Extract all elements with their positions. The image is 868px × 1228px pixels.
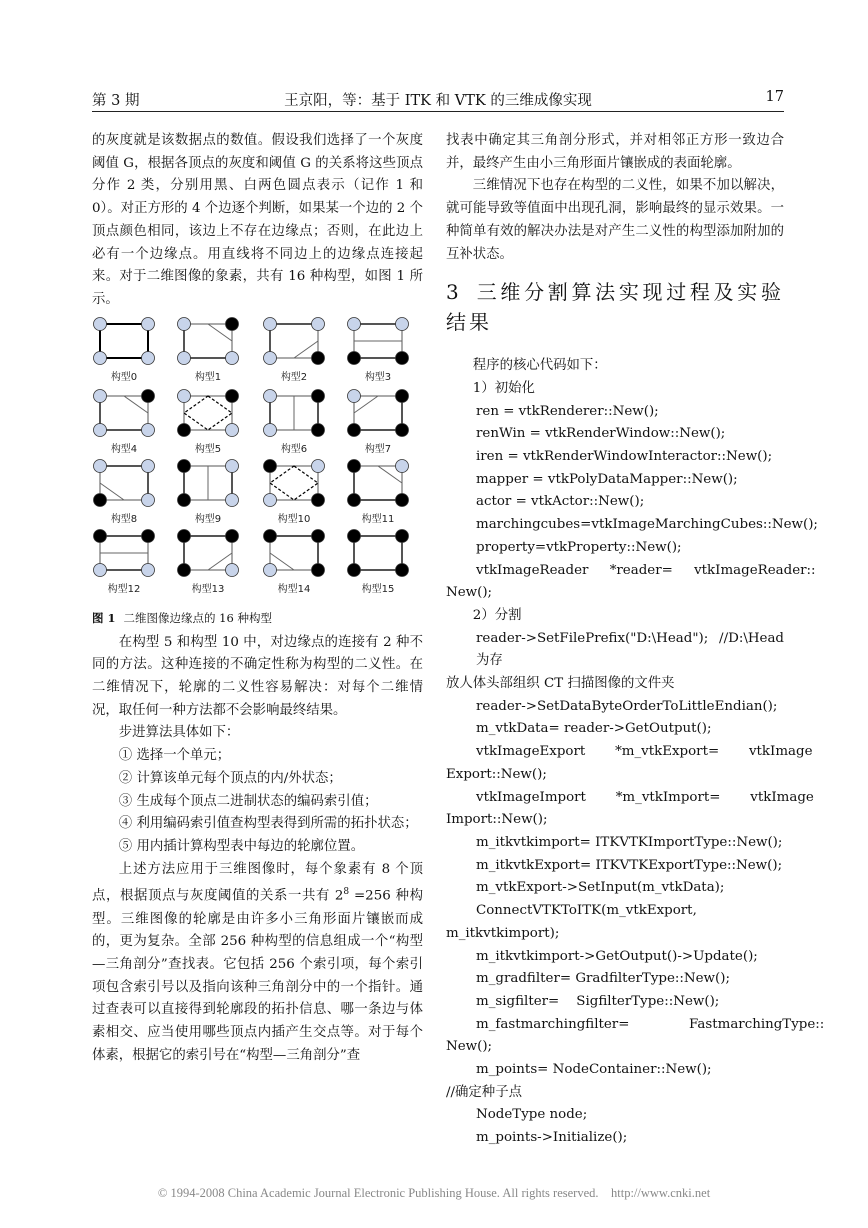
white-vertex — [94, 563, 107, 576]
white-vertex — [226, 423, 239, 436]
ambiguous-contour — [270, 466, 318, 500]
white-vertex — [94, 459, 107, 472]
black-vertex — [348, 423, 361, 436]
black-vertex — [312, 389, 325, 402]
code-line: m_itkvtkExport= ITKVTKExportType::New(); — [476, 857, 783, 873]
paragraph: 步进算法具体如下： — [118, 725, 240, 741]
black-vertex — [348, 493, 361, 506]
black-vertex — [178, 493, 191, 506]
step-heading: 2）分割 — [472, 607, 522, 623]
white-vertex — [94, 423, 107, 436]
black-vertex — [142, 529, 155, 542]
white-vertex — [142, 317, 155, 330]
configurations-diagram — [92, 316, 423, 606]
code-line: m_gradfilter= GradfilterType::New(); — [476, 971, 730, 987]
black-vertex — [396, 423, 409, 436]
white-vertex — [226, 351, 239, 364]
step-item: ④ 利用编码索引值查构型表得到所需的拓扑状态； — [118, 816, 418, 832]
black-vertex — [312, 563, 325, 576]
black-vertex — [348, 459, 361, 472]
configuration-label: 构型7 — [364, 443, 392, 455]
white-vertex — [178, 389, 191, 402]
code-line: vtkImageExport *m_vtkExport= vtkImage — [476, 744, 813, 760]
white-vertex — [396, 317, 409, 330]
black-vertex — [264, 459, 277, 472]
black-vertex — [226, 529, 239, 542]
black-vertex — [312, 351, 325, 364]
step-item: ⑤ 用内插计算构型表中每边的轮廓位置。 — [118, 838, 365, 854]
copyright-footer: © 1994-2008 China Academic Journal Electronic Publishing House. All rights reserved. http://www.cnki.net — [157, 1186, 711, 1200]
configuration-label: 构型0 — [110, 371, 138, 383]
code-line: reader->SetFilePrefix("D:\Head"); //D:\Head 为存 — [476, 630, 784, 669]
code-line: mapper = vtkPolyDataMapper::New(); — [476, 471, 738, 487]
configuration-label: 构型10 — [277, 513, 311, 525]
black-vertex — [94, 529, 107, 542]
white-vertex — [94, 351, 107, 364]
code-line: m_itkvtkimport); — [446, 925, 560, 941]
black-vertex — [396, 389, 409, 402]
black-vertex — [348, 351, 361, 364]
code-line: m_itkvtkimport->GetOutput()->Update(); — [476, 948, 758, 964]
white-vertex — [178, 317, 191, 330]
code-line: Export::New(); — [446, 766, 547, 782]
text-part: =256 种构型。三维图像的轮廓是由许多小三角形面片镶嵌而成的，更为复杂。全部 256 种构型的信息组成一个“构型—三角剖分”查找表。它包括 256 个索引项，每个索引项包含索引号以及指向该种三角剖分中的一个指针。通过查表可以直接得到轮廓段的拓扑信息、哪一条边与体素相交、应当使用哪些顶点内插产生交点等。对于每个体素，根据它的索引号在“构型—三角剖分”查 — [92, 888, 423, 1063]
black-vertex — [396, 493, 409, 506]
code-line: m_points= NodeContainer::New(); — [476, 1062, 712, 1078]
left-column — [92, 130, 423, 1067]
code-line: m_fastmarchingfilter= FastmarchingType:: — [476, 1016, 825, 1032]
black-vertex — [312, 493, 325, 506]
white-vertex — [264, 423, 277, 436]
white-vertex — [178, 351, 191, 364]
ambiguous-contour — [184, 396, 232, 430]
configuration-label: 构型11 — [361, 513, 395, 525]
black-vertex — [348, 529, 361, 542]
white-vertex — [142, 351, 155, 364]
running-title: 王京阳，等：基于 ITK 和 VTK 的三维成像实现 — [284, 93, 592, 109]
white-vertex — [264, 389, 277, 402]
page-number: 17 — [765, 89, 784, 105]
code-line: Import::New(); — [446, 812, 548, 828]
step-heading: 1）初始化 — [472, 380, 535, 396]
white-vertex — [142, 563, 155, 576]
section-heading — [446, 277, 784, 337]
code-line: ConnectVTKToITK(m_vtkExport, — [476, 903, 697, 919]
white-vertex — [142, 423, 155, 436]
black-vertex — [396, 529, 409, 542]
configuration-label: 构型8 — [110, 513, 138, 525]
black-vertex — [396, 563, 409, 576]
code-comment: //确定种子点 — [446, 1084, 522, 1100]
black-vertex — [396, 351, 409, 364]
black-vertex — [142, 389, 155, 402]
black-vertex — [178, 563, 191, 576]
black-vertex — [348, 563, 361, 576]
section-title: 三维分割算法实现过程及实验结果 — [446, 280, 784, 335]
section-number: 3 — [446, 280, 459, 305]
configuration-label: 构型1 — [194, 371, 222, 383]
black-vertex — [94, 493, 107, 506]
superscript: 8 — [343, 887, 350, 898]
paragraph: 三维情况下也存在构型的二义性，如果不加以解决，就可能导致等值面中出现孔洞，影响最终的显示效果。一种简单有效的解决办法是对产生二义性的构型添加附加的互补状态。 — [446, 178, 784, 262]
code-line: actor = vtkActor::New(); — [476, 494, 645, 510]
configuration-label: 构型2 — [280, 371, 308, 383]
white-vertex — [226, 459, 239, 472]
white-vertex — [142, 459, 155, 472]
white-vertex — [226, 493, 239, 506]
code-line: m_vtkExport->SetInput(m_vtkData); — [476, 880, 725, 896]
paragraph: 找表中确定其三角剖分形式，并对相邻正方形一致边合并，最终产生由小三角形面片镶嵌成的表面轮廓。 — [446, 133, 784, 171]
code-line: vtkImageReader *reader= vtkImageReader:: — [476, 562, 816, 578]
white-vertex — [396, 459, 409, 472]
white-vertex — [264, 493, 277, 506]
code-line: New(); — [446, 1039, 493, 1055]
step-item: ③ 生成每个顶点二进制状态的编码索引值； — [118, 793, 378, 809]
black-vertex — [178, 423, 191, 436]
code-line: iren = vtkRenderWindowInteractor::New(); — [476, 449, 773, 465]
white-vertex — [348, 317, 361, 330]
configuration-label: 构型4 — [110, 443, 138, 455]
code-line: 放人体头部组织 CT 扫描图像的文件夹 — [446, 676, 675, 692]
paragraph — [92, 859, 423, 1068]
code-line: m_points->Initialize(); — [476, 1130, 628, 1146]
issue-number: 第 3 期 — [92, 93, 140, 109]
paragraph: 程序的核心代码如下： — [472, 358, 607, 374]
configuration-label: 构型14 — [277, 583, 311, 595]
code-line: m_itkvtkimport= ITKVTKImportType::New(); — [476, 834, 783, 850]
white-vertex — [142, 493, 155, 506]
white-vertex — [94, 317, 107, 330]
paragraph: 在构型 5 和构型 10 中，对边缘点的连接有 2 种不同的方法。这种连接的不确定性称为构型的二义性。在二维情况下，轮廓的二义性容易解决：对每个二维情况，取任何一种方法都不会影响最终结果。 — [92, 634, 423, 718]
black-vertex — [178, 459, 191, 472]
step-item: ① 选择一个单元； — [118, 748, 231, 764]
code-line: property=vtkProperty::New(); — [476, 539, 682, 555]
configuration-label: 构型6 — [280, 443, 308, 455]
caption-text: 二维图像边缘点的 16 种构型 — [123, 610, 272, 625]
code-line: m_vtkData= reader->GetOutput(); — [476, 721, 712, 737]
white-vertex — [348, 389, 361, 402]
black-vertex — [312, 529, 325, 542]
caption-number: 图 1 — [92, 610, 116, 625]
paragraph: 的灰度就是该数据点的数值。假设我们选择了一个灰度阈值 G，根据各顶点的灰度和阈值 G 的关系将这些顶点分作 2 类，分别用黑、白两色圆点表示（记作 1 和 0）。对正方形的 4 个边逐个判断，如果某一个边的 2 个顶点颜色相同，该边上不存在边缘点；否则，在此边上必有一个边缘点。用直线将不同边上的边缘点连接起来。对于二维图像的象素，共有 16 种构型，如图 1 所示。 — [92, 133, 423, 307]
code-line: marchingcubes=vtkImageMarchingCubes::New(); — [476, 517, 818, 533]
black-vertex — [226, 317, 239, 330]
code-line: New(); — [446, 585, 493, 601]
white-vertex — [226, 563, 239, 576]
white-vertex — [94, 389, 107, 402]
text-part: 上述方法应用于三维图像时，每个象素有 8 个顶点，根据顶点与灰度阈值的关系一共有 2 — [92, 861, 423, 904]
configuration-label: 构型5 — [194, 443, 222, 455]
black-vertex — [264, 529, 277, 542]
code-line: vtkImageImport *m_vtkImport= vtkImage — [476, 789, 814, 805]
configuration-label: 构型15 — [361, 583, 395, 595]
configuration-label: 构型3 — [364, 371, 392, 383]
code-line: m_sigfilter= SigfilterType::New(); — [476, 993, 720, 1009]
white-vertex — [264, 351, 277, 364]
code-line: reader->SetDataByteOrderToLittleEndian(); — [476, 698, 778, 714]
black-vertex — [312, 423, 325, 436]
white-vertex — [312, 317, 325, 330]
configuration-label: 构型9 — [194, 513, 222, 525]
running-header — [92, 89, 784, 112]
white-vertex — [264, 563, 277, 576]
white-vertex — [312, 459, 325, 472]
step-item: ② 计算该单元每个顶点的内/外状态； — [118, 770, 342, 786]
code-line: NodeType node; — [476, 1107, 588, 1123]
figure-1 — [92, 316, 423, 606]
black-vertex — [178, 529, 191, 542]
configuration-label: 构型12 — [107, 583, 141, 595]
code-line: ren = vtkRenderer::New(); — [476, 403, 659, 419]
white-vertex — [264, 317, 277, 330]
black-vertex — [226, 389, 239, 402]
configuration-label: 构型13 — [191, 583, 225, 595]
figure-caption — [92, 608, 423, 628]
code-line: renWin = vtkRenderWindow::New(); — [476, 426, 726, 442]
right-column — [446, 130, 825, 1150]
